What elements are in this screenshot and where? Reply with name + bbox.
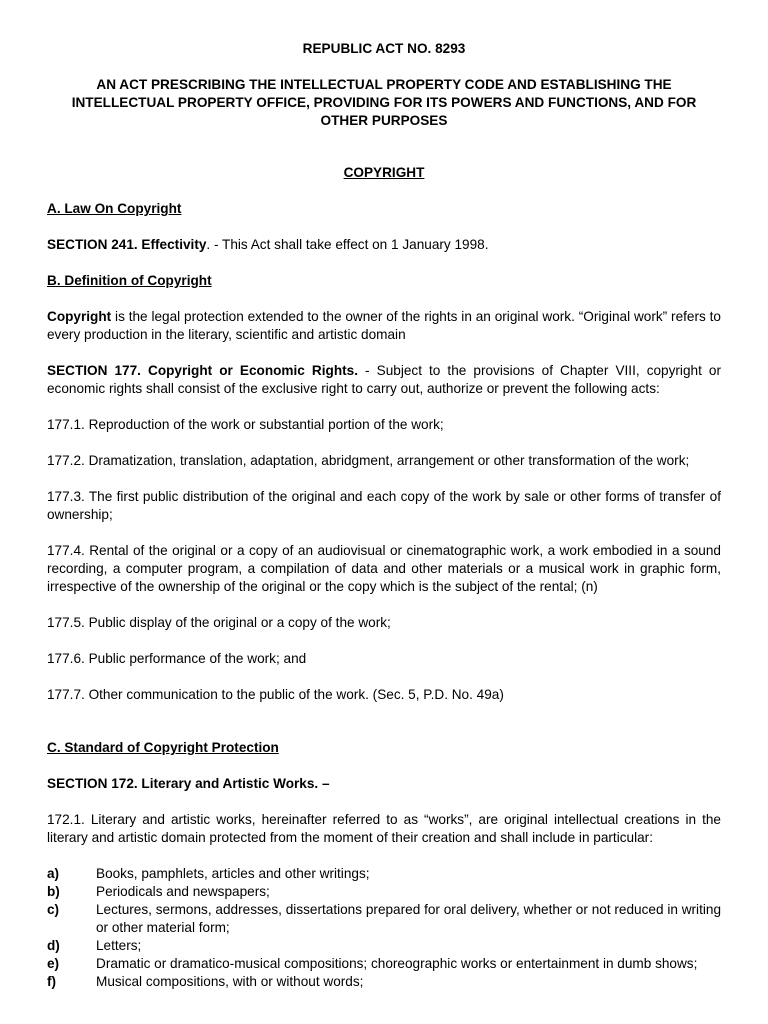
clause-177-6: 177.6. Public performance of the work; and [47, 651, 307, 666]
list-marker: e) [47, 956, 60, 971]
section-172-label: SECTION 172. Literary and Artistic Works. – [47, 776, 330, 791]
list-item-text: Books, pamphlets, articles and other writings; [96, 866, 370, 881]
list-item-text: Letters; [96, 938, 142, 953]
document-body [47, 40, 721, 991]
section-241-label: SECTION 241. Effectivity [47, 237, 207, 252]
section-177-text: - Subject to the provisions of Chapter VIII, copyright or economic rights shall consist of the exclusive right to carry out, authorize or prevent the following acts: [47, 363, 721, 396]
list-item-text: Musical compositions, with or without words; [96, 974, 364, 989]
list-marker: c) [47, 902, 60, 917]
clause-172-1: 172.1. Literary and artistic works, hereinafter referred to as “works”, are original intellectual creations in the literary and artistic domain protected from the moment of their creation and shall include in particular: [47, 812, 721, 845]
clause-177-7: 177.7. Other communication to the public of the work. (Sec. 5, P.D. No. 49a) [47, 687, 504, 702]
list-item [47, 937, 721, 955]
list-item [47, 865, 721, 883]
list-marker: d) [47, 938, 60, 953]
section-241-text: . - This Act shall take effect on 1 January 1998. [206, 237, 489, 252]
act-title: AN ACT PRESCRIBING THE INTELLECTUAL PROPERTY CODE AND ESTABLISHING THE INTELLECTUAL PROPERTY OFFICE, PROVIDING FOR ITS POWERS AND FUNCTIONS, AND FOR OTHER PURPOSES [71, 77, 697, 128]
list-item-text: Periodicals and newspapers; [96, 884, 270, 899]
clause-177-3: 177.3. The first public distribution of the original and each copy of the work by sale or other forms of transfer of ownership; [47, 489, 721, 522]
clause-177-2: 177.2. Dramatization, translation, adaptation, abridgment, arrangement or other transformation of the work; [47, 453, 690, 468]
section-241-paragraph [47, 236, 721, 254]
topic-heading: COPYRIGHT [343, 165, 425, 180]
clause-177-5: 177.5. Public display of the original or a copy of the work; [47, 615, 391, 630]
list-item [47, 973, 721, 991]
list-marker: f) [47, 974, 57, 989]
act-number: REPUBLIC ACT NO. 8293 [302, 41, 466, 56]
list-item [47, 955, 721, 973]
works-list [47, 865, 721, 991]
list-item [47, 883, 721, 901]
section-177-label: SECTION 177. Copyright or Economic Rights. [47, 363, 358, 378]
clause-177-4: 177.4. Rental of the original or a copy of an audiovisual or cinematographic work, a work embodied in a sound recording, a computer program, a compilation of data and other materials or a musical work in graphic form, irrespective of the ownership of the original or the copy which is the subject of the rental; (n) [47, 543, 721, 594]
definition-paragraph [47, 308, 721, 344]
section-a-heading: A. Law On Copyright [47, 201, 182, 216]
list-item-text: Dramatic or dramatico-musical compositions; choreographic works or entertainment in dumb shows; [96, 956, 698, 971]
list-marker: a) [47, 866, 60, 881]
definition-text: is the legal protection extended to the owner of the rights in an original work. “Original work” refers to every production in the literary, scientific and artistic domain [47, 309, 721, 342]
section-c-heading: C. Standard of Copyright Protection [47, 740, 279, 755]
list-marker: b) [47, 884, 60, 899]
section-b-heading: B. Definition of Copyright [47, 273, 212, 288]
list-item-text: Lectures, sermons, addresses, dissertations prepared for oral delivery, whether or not reduced in writing or other material form; [96, 902, 721, 935]
clause-177-1: 177.1. Reproduction of the work or substantial portion of the work; [47, 417, 444, 432]
section-177-paragraph [47, 362, 721, 398]
definition-term: Copyright [47, 309, 112, 324]
list-item [47, 901, 721, 937]
